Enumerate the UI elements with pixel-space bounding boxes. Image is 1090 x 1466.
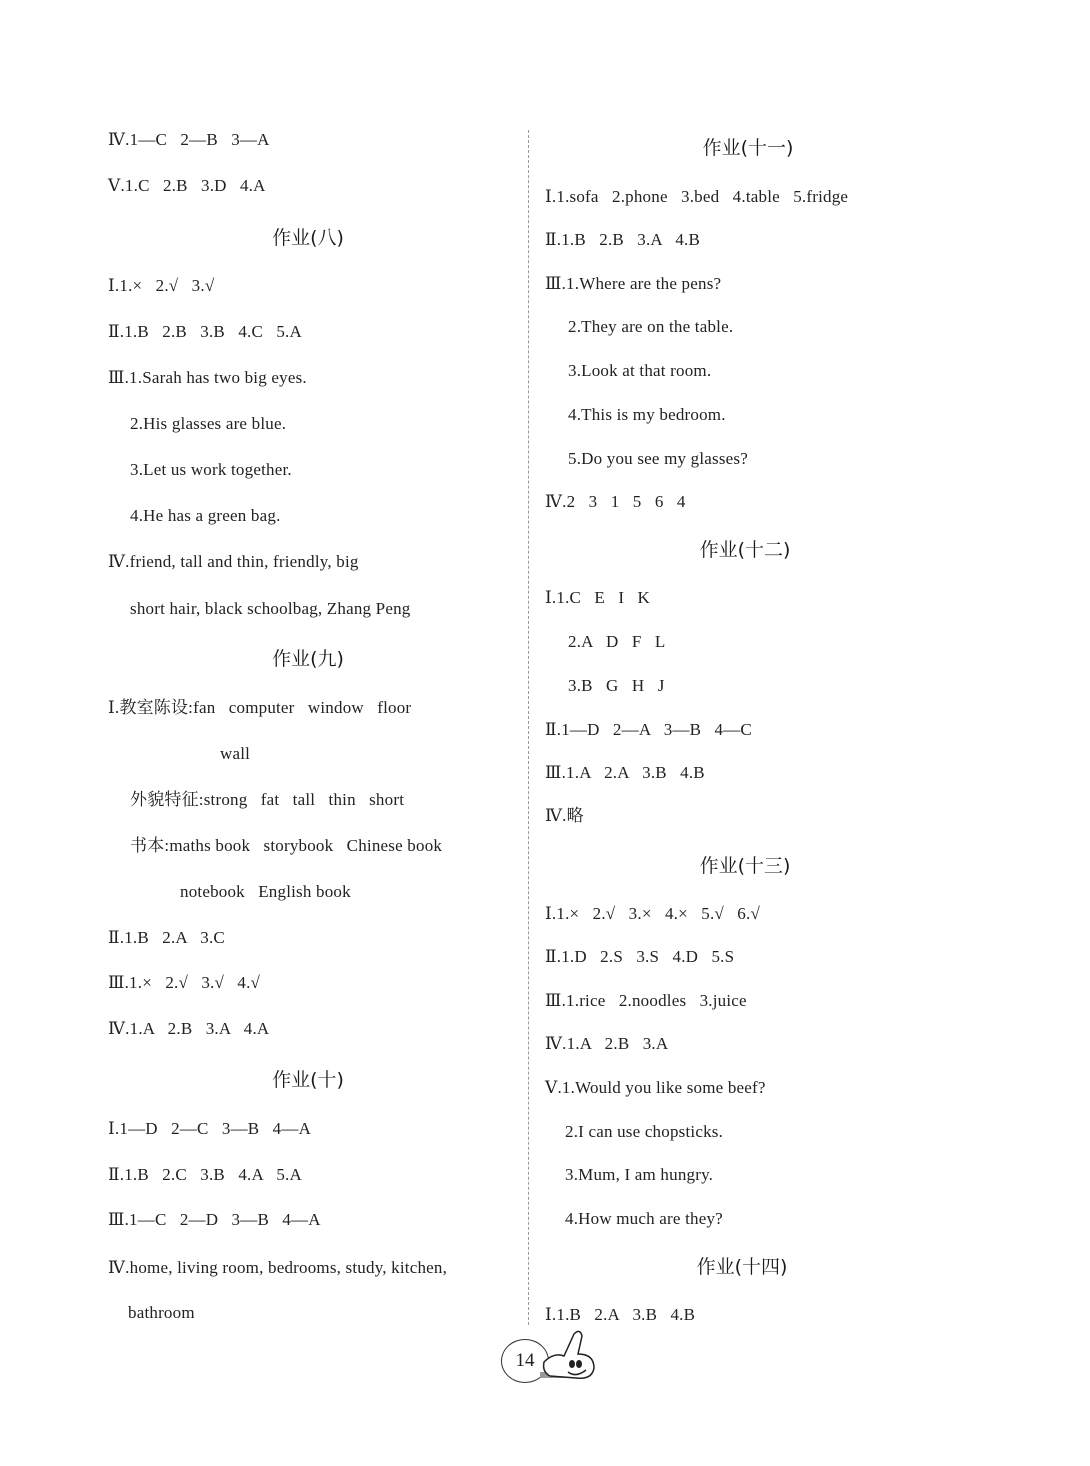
answer-line: Ⅳ.略 — [545, 806, 584, 825]
answer-line: 4.He has a green bag. — [130, 506, 281, 525]
answer-line: 3.Look at that room. — [568, 361, 712, 380]
section-heading: 作业(十一) — [702, 137, 794, 159]
answer-line: Ⅳ.home, living room, bedrooms, study, kitchen, — [108, 1258, 448, 1277]
answer-line: 书本:maths book storybook Chinese book — [130, 836, 443, 855]
answer-line: 2.They are on the table. — [568, 317, 734, 336]
answer-line: Ⅳ.1.A 2.B 3.A 4.A — [108, 1019, 270, 1038]
answer-line: short hair, black schoolbag, Zhang Peng — [130, 599, 411, 618]
answer-line: Ⅲ.1—C 2—D 3—B 4—A — [108, 1210, 321, 1229]
section-heading: 作业(八) — [272, 227, 344, 249]
answer-line: Ⅴ.1.C 2.B 3.D 4.A — [108, 176, 266, 195]
section-heading: 作业(十二) — [699, 539, 791, 561]
answer-line: 2.I can use chopsticks. — [565, 1122, 724, 1141]
answer-line: Ⅰ.1—D 2—C 3—B 4—A — [108, 1119, 312, 1138]
answer-line: Ⅳ.1—C 2—B 3—A — [108, 130, 270, 149]
answer-line: Ⅲ.1.rice 2.noodles 3.juice — [545, 991, 747, 1010]
answer-line: 3.B G H J — [568, 676, 665, 695]
section-heading: 作业(九) — [272, 648, 344, 670]
answer-line: wall — [220, 744, 251, 763]
section-heading: 作业(十四) — [696, 1256, 788, 1278]
answer-line: notebook English book — [180, 882, 351, 901]
answer-line: 2.His glasses are blue. — [130, 414, 287, 433]
column-divider — [528, 130, 529, 1325]
answer-line: Ⅰ.教室陈设:fan computer window floor — [108, 698, 412, 717]
answer-line: 2.A D F L — [568, 632, 666, 651]
answer-line: bathroom — [128, 1303, 195, 1322]
answer-line: 3.Mum, I am hungry. — [565, 1165, 714, 1184]
answer-line: Ⅱ.1.B 2.B 3.B 4.C 5.A — [108, 322, 302, 341]
answer-line: Ⅲ.1.Sarah has two big eyes. — [108, 368, 307, 387]
answer-line: Ⅳ.2 3 1 5 6 4 — [545, 492, 686, 511]
answer-line: Ⅲ.1.Where are the pens? — [545, 274, 722, 293]
answer-line: Ⅲ.1.× 2.√ 3.√ 4.√ — [108, 973, 261, 992]
answer-line: Ⅱ.1.D 2.S 3.S 4.D 5.S — [545, 947, 735, 966]
answer-line: 4.This is my bedroom. — [568, 405, 726, 424]
answer-line: Ⅰ.1.× 2.√ 3.√ — [108, 276, 215, 295]
answer-line: 4.How much are they? — [565, 1209, 723, 1228]
section-heading: 作业(十) — [272, 1069, 344, 1091]
answer-line: Ⅳ.1.A 2.B 3.A — [545, 1034, 669, 1053]
answer-line: 3.Let us work together. — [130, 460, 292, 479]
answer-line: Ⅱ.1—D 2—A 3—B 4—C — [545, 720, 752, 739]
answer-line: Ⅰ.1.C E I K — [545, 588, 651, 607]
answer-line: Ⅳ.friend, tall and thin, friendly, big — [108, 552, 359, 571]
page-number: 14 — [501, 1339, 549, 1383]
section-heading: 作业(十三) — [699, 855, 791, 877]
answer-line: Ⅰ.1.sofa 2.phone 3.bed 4.table 5.fridge — [545, 187, 849, 206]
answer-line: 5.Do you see my glasses? — [568, 449, 748, 468]
pointing-hand-mascot-icon — [540, 1328, 602, 1384]
answer-line: Ⅲ.1.A 2.A 3.B 4.B — [545, 763, 705, 782]
answer-line: Ⅰ.1.B 2.A 3.B 4.B — [545, 1305, 696, 1324]
answer-line: 外貌特征:strong fat tall thin short — [130, 790, 405, 809]
answer-line: Ⅱ.1.B 2.A 3.C — [108, 928, 225, 947]
answer-line: Ⅱ.1.B 2.B 3.A 4.B — [545, 230, 701, 249]
answer-line: Ⅴ.1.Would you like some beef? — [545, 1078, 766, 1097]
answer-line: Ⅱ.1.B 2.C 3.B 4.A 5.A — [108, 1165, 302, 1184]
answer-line: Ⅰ.1.× 2.√ 3.× 4.× 5.√ 6.√ — [545, 904, 760, 923]
